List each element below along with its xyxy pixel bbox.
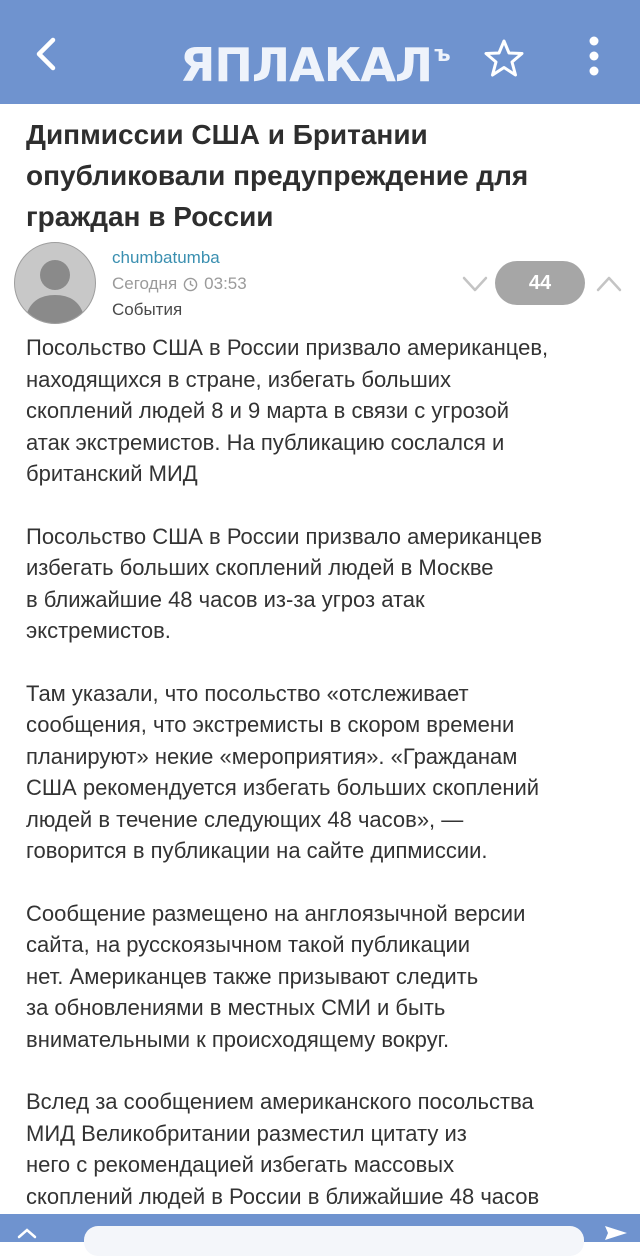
article-paragraph: Посольство США в России призвало американцев избегать больших скоплений людей в Москве в ближайшие 48 часов из-за угроз атак экстремистов. bbox=[26, 523, 543, 643]
chevron-up-icon bbox=[16, 1227, 38, 1239]
article-paragraph: Там указали, что посольство «отслеживает сообщения, что экстремисты в скором времени планируют» некие «мероприятия». «Гражданам США рекомендуется избегать больших скоплений людей в течение следующих 48 часов», — говорится в публикации на сайте дипмиссии. bbox=[26, 680, 540, 863]
author-name-link[interactable]: chumbatumba bbox=[112, 248, 220, 267]
clock-icon bbox=[183, 277, 198, 292]
chevron-up-icon bbox=[592, 270, 626, 298]
top-app-bar bbox=[0, 0, 640, 104]
bottom-bar bbox=[0, 1214, 640, 1242]
author-avatar[interactable] bbox=[14, 242, 96, 324]
post-date-text: Сегодня bbox=[112, 274, 178, 293]
chevron-left-icon bbox=[31, 36, 61, 72]
back-button[interactable] bbox=[22, 30, 70, 78]
article-paragraph: Вслед за сообщением американского посольства МИД Великобритании разместил цитату из него с рекомендацией избегать массовых скоплений людей в России в ближайшие 48 часов bbox=[26, 1089, 540, 1209]
article-body bbox=[26, 332, 620, 1243]
post-category-link[interactable]: События bbox=[112, 300, 183, 319]
article-paragraph: Посольство США в России призвало американцев, находящихся в стране, избегать больших скоплений людей 8 и 9 марта в связи с угрозой атак экстремистов. На публикацию сослался и британский МИД bbox=[26, 335, 549, 486]
post-title: Дипмиссии США и Британии опубликовали предупреждение для граждан в России bbox=[26, 119, 529, 232]
post-date bbox=[112, 274, 247, 294]
rating-badge: 44 bbox=[495, 261, 585, 305]
logo-sup: ъ bbox=[434, 42, 450, 67]
chevron-down-icon bbox=[458, 270, 492, 298]
vote-up-button[interactable] bbox=[592, 270, 626, 298]
star-icon bbox=[484, 38, 524, 78]
send-button[interactable] bbox=[602, 1224, 630, 1242]
site-logo[interactable] bbox=[180, 30, 460, 92]
article-paragraph: Сообщение размещено на англоязычной версии сайта, на русскоязычном такой публикации нет. Американцев также призывают следить за обновлениями в местных СМИ и быть внимательными к происходящему вокруг. bbox=[26, 900, 526, 1052]
more-menu-button[interactable] bbox=[572, 30, 616, 82]
post-time-text: 03:53 bbox=[204, 274, 247, 293]
send-icon bbox=[602, 1224, 630, 1242]
attach-button[interactable] bbox=[16, 1226, 38, 1238]
comment-input[interactable] bbox=[84, 1226, 584, 1256]
favorite-button[interactable] bbox=[478, 32, 530, 84]
vote-down-button[interactable] bbox=[458, 270, 492, 298]
more-vertical-icon bbox=[588, 35, 600, 77]
logo-text: ЯПЛАКАЛ bbox=[180, 38, 433, 92]
user-silhouette-icon bbox=[15, 243, 95, 323]
